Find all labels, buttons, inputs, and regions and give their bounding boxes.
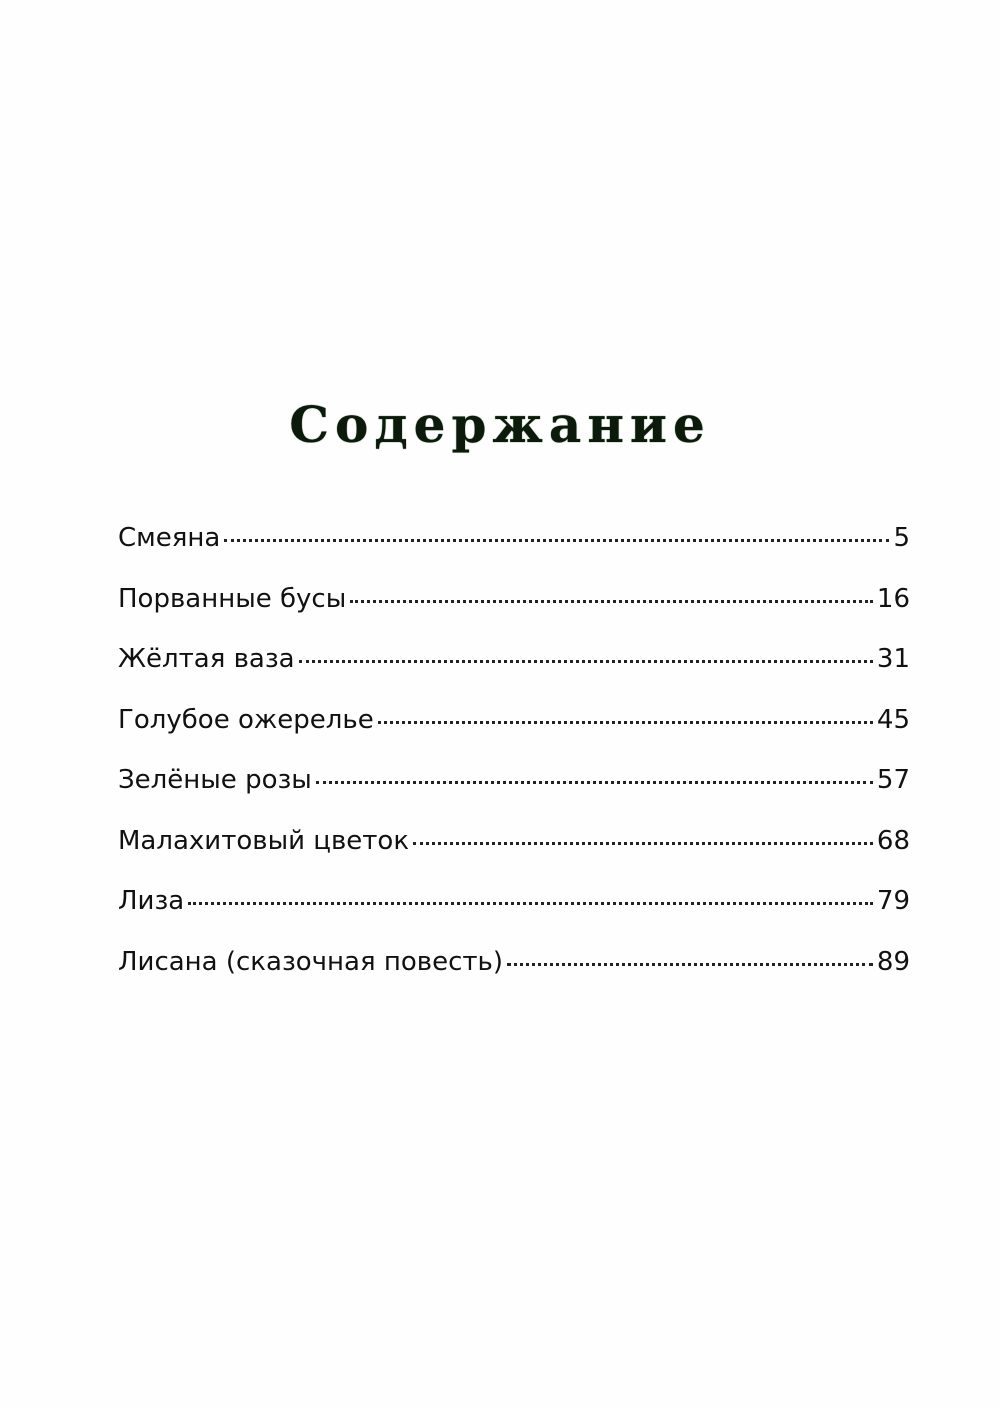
toc-entry (118, 705, 910, 766)
toc-entry-title: Жёлтая ваза (118, 644, 295, 674)
toc-entry-page: 31 (876, 644, 910, 674)
table-of-contents (118, 523, 910, 1007)
dot-leader (299, 660, 873, 663)
toc-entry-page: 57 (876, 765, 910, 795)
toc-entry-title: Лисана (сказочная повесть) (118, 946, 504, 977)
dot-leader (507, 963, 873, 966)
toc-entry (118, 644, 910, 705)
toc-entry-page: 89 (876, 946, 910, 977)
toc-entry (118, 886, 910, 947)
dot-leader (316, 781, 873, 784)
toc-entry (118, 584, 910, 645)
toc-entry-title: Голубое ожерелье (118, 704, 374, 735)
dot-leader (188, 902, 873, 905)
toc-entry-title: Смеяна (118, 523, 221, 553)
toc-entry-title: Лиза (118, 886, 185, 916)
page-title: Содержание (289, 395, 711, 454)
toc-entry (118, 947, 910, 1008)
toc-entry-title: Зелёные розы (118, 765, 312, 795)
toc-entry-page: 45 (876, 704, 910, 735)
toc-entry-title: Порванные бусы (118, 583, 347, 614)
toc-entry-page: 68 (876, 825, 910, 856)
toc-entry-page: 16 (876, 583, 910, 614)
dot-leader (224, 539, 889, 542)
toc-entry-title: Малахитовый цветок (118, 825, 410, 856)
toc-entry (118, 523, 910, 584)
toc-entry-page: 5 (893, 523, 910, 553)
toc-entry (118, 765, 910, 826)
toc-entry-page: 79 (876, 886, 910, 916)
dot-leader (350, 600, 873, 603)
toc-entry (118, 826, 910, 887)
dot-leader (413, 842, 873, 845)
dot-leader (378, 721, 873, 724)
